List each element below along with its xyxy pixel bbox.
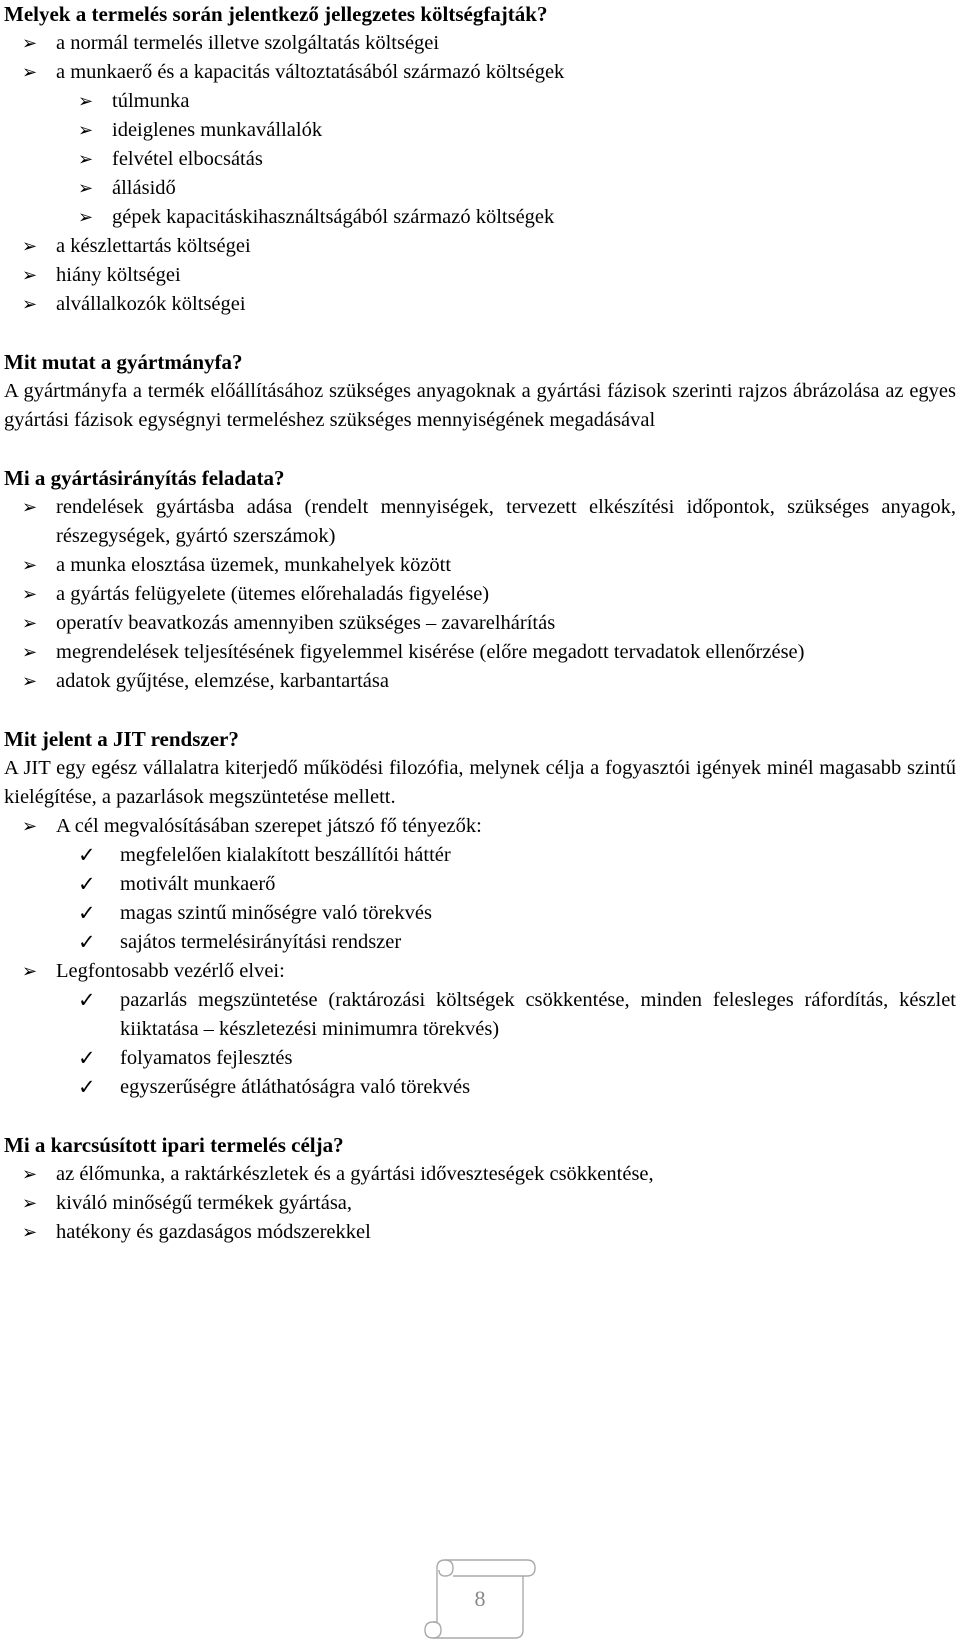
list-item: ➢ hatékony és gazdaságos módszerekkel: [4, 1218, 956, 1247]
list-item: ➢ megrendelések teljesítésének figyelemmel kisérése (előre megadott tervadatok ellenőrzése): [4, 638, 956, 667]
arrowhead-bullet-icon: ➢: [22, 497, 38, 517]
heading-jit: Mit jelent a JIT rendszer?: [4, 727, 239, 751]
arrowhead-bullet-icon: ➢: [22, 1164, 38, 1184]
list-item: ➢ a munkaerő és a kapacitás változtatásából származó költségek: [4, 58, 956, 87]
arrowhead-bullet-icon: ➢: [78, 120, 94, 140]
heading-cost-types: Melyek a termelés során jelentkező jellegzetes költségfajták?: [4, 2, 548, 26]
checkmark-bullet-icon: ✓: [78, 1046, 96, 1070]
list-item: ➢ operatív beavatkozás amennyiben szükséges – zavarelhárítás: [4, 609, 956, 638]
list-item: ➢ a gyártás felügyelete (ütemes előrehaladás figyelése): [4, 580, 956, 609]
list-item: ➢ kiváló minőségű termékek gyártása,: [4, 1189, 956, 1218]
list-item: ✓ magas szintű minőségre való törekvés: [4, 899, 956, 928]
paragraph-jit: A JIT egy egész vállalatra kiterjedő működési filozófia, melynek célja a fogyasztói igények minél magasabb szintű kielégítése, a pazarlások megszüntetése mellett.: [4, 757, 956, 808]
list-item: ➢ állásidő: [4, 174, 956, 203]
heading-product-tree: Mit mutat a gyártmányfa?: [4, 350, 243, 374]
arrowhead-bullet-icon: ➢: [22, 265, 38, 285]
checkmark-bullet-icon: ✓: [78, 988, 96, 1012]
arrowhead-bullet-icon: ➢: [22, 613, 38, 633]
checkmark-bullet-icon: ✓: [78, 901, 96, 925]
page-number-scroll: [419, 1554, 541, 1644]
paragraph-product-tree: A gyártmányfa a termék előállításához szükséges anyagoknak a gyártási fázisok szerinti rajzos ábrázolása az egyes gyártási fázisok egységnyi termeléshez szükséges mennyiségének megadásával: [4, 380, 956, 431]
list-item: ➢ hiány költségei: [4, 261, 956, 290]
list-item: ✓ motivált munkaerő: [4, 870, 956, 899]
checkmark-bullet-icon: ✓: [78, 1075, 96, 1099]
arrowhead-bullet-icon: ➢: [22, 642, 38, 662]
arrowhead-bullet-icon: ➢: [78, 207, 94, 227]
checkmark-bullet-icon: ✓: [78, 930, 96, 954]
checkmark-bullet-icon: ✓: [78, 872, 96, 896]
list-item: ➢ az élőmunka, a raktárkészletek és a gyártási időveszteségek csökkentése,: [4, 1160, 956, 1189]
list-item: ➢ a készlettartás költségei: [4, 232, 956, 261]
list-item: ➢ A cél megvalósításában szerepet játszó fő tényezők:: [4, 812, 956, 841]
arrowhead-bullet-icon: ➢: [78, 149, 94, 169]
list-item: ➢ adatok gyűjtése, elemzése, karbantartása: [4, 667, 956, 696]
list-item: ➢ Legfontosabb vezérlő elvei:: [4, 957, 956, 986]
document-page: [4, 0, 956, 1247]
heading-production-control: Mi a gyártásirányítás feladata?: [4, 466, 285, 490]
arrowhead-bullet-icon: ➢: [22, 62, 38, 82]
list-item: ✓ pazarlás megszüntetése (raktározási költségek csökkentése, minden felesleges ráfordítás, készlet kiiktatása – készletezési minimumra törekvés): [78, 988, 956, 1040]
arrowhead-bullet-icon: ➢: [78, 91, 94, 111]
arrowhead-bullet-icon: ➢: [22, 671, 38, 691]
list-item: ➢ rendelések gyártásba adása (rendelt mennyiségek, tervezett elkészítési időpontok, szükséges anyagok, részegységek, gyártó szerszámok): [4, 493, 956, 551]
list-item: ➢ felvétel elbocsátás: [4, 145, 956, 174]
arrowhead-bullet-icon: ➢: [22, 961, 38, 981]
arrowhead-bullet-icon: ➢: [22, 294, 38, 314]
arrowhead-bullet-icon: ➢: [78, 178, 94, 198]
arrowhead-bullet-icon: ➢: [22, 1222, 38, 1242]
arrowhead-bullet-icon: ➢: [22, 1193, 38, 1213]
list-item: ➢ ideiglenes munkavállalók: [4, 116, 956, 145]
arrowhead-bullet-icon: ➢: [22, 33, 38, 53]
list-item: ➢ alvállalkozók költségei: [4, 290, 956, 319]
list-item: ➢ gépek kapacitáskihasználtságából származó költségek: [4, 203, 956, 232]
arrowhead-bullet-icon: ➢: [22, 816, 38, 836]
list-item: ✓ megfelelően kialakított beszállítói háttér: [4, 841, 956, 870]
page-number: 8: [474, 1586, 486, 1611]
checkmark-bullet-icon: ✓: [78, 843, 96, 867]
list-item: ➢ a munka elosztása üzemek, munkahelyek között: [4, 551, 956, 580]
arrowhead-bullet-icon: ➢: [22, 555, 38, 575]
list-item: ✓ egyszerűségre átláthatóságra való törekvés: [4, 1073, 956, 1102]
list-item: ✓ sajátos termelésirányítási rendszer: [4, 928, 956, 957]
heading-lean: Mi a karcsúsított ipari termelés célja?: [4, 1133, 344, 1157]
arrowhead-bullet-icon: ➢: [22, 584, 38, 604]
list-item: ✓ folyamatos fejlesztés: [4, 1044, 956, 1073]
arrowhead-bullet-icon: ➢: [22, 236, 38, 256]
list-item: ➢ túlmunka: [4, 87, 956, 116]
list-item: ➢ a normál termelés illetve szolgáltatás költségei: [4, 29, 956, 58]
